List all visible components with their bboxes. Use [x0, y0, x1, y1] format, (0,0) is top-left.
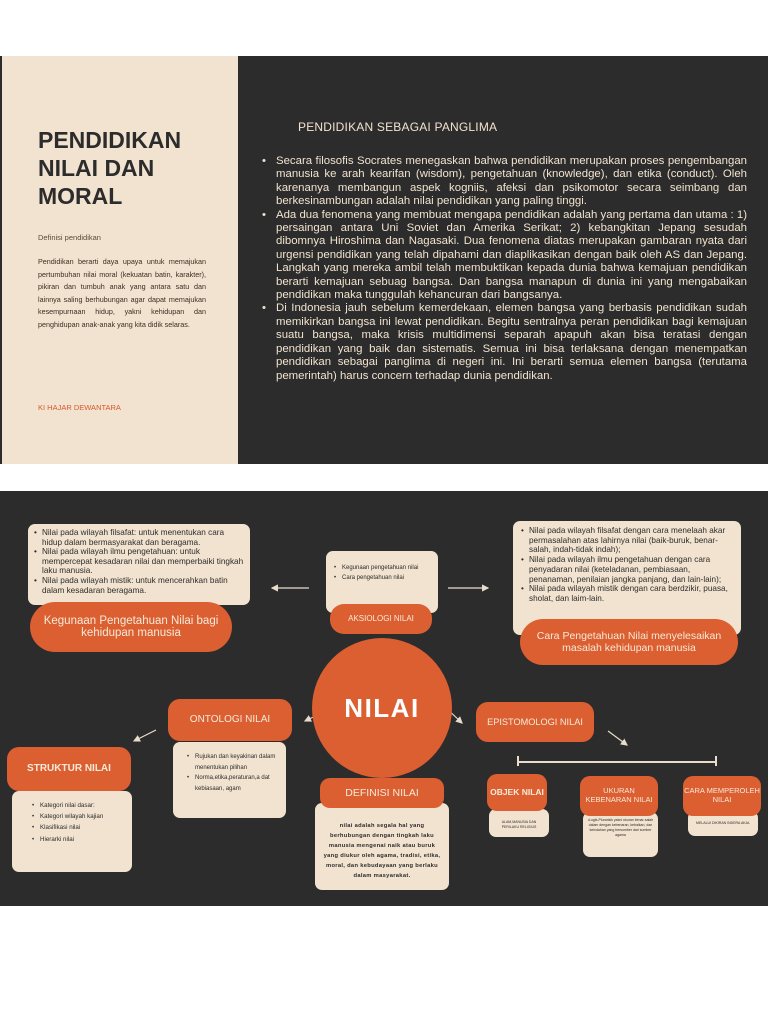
- list-item: • Rujukan dan keyakinan dalam menentukan pilihan: [187, 752, 278, 773]
- struktur-label: STRUKTUR NILAI: [7, 747, 131, 791]
- left-panel: [2, 56, 238, 464]
- section-heading: PENDIDIKAN SEBAGAI PANGLIMA: [298, 120, 498, 134]
- cara-label: Cara Pengetahuan Nilai menyelesaikan masalah kehidupan manusia: [520, 619, 738, 665]
- branch-line: [517, 761, 717, 763]
- memperoleh-box: MELALUI DIKIRAN INDERA AKAL: [688, 811, 758, 836]
- slide-pendidikan-nilai-moral: [0, 56, 768, 464]
- kegunaan-label: Kegunaan Pengetahuan Nilai bagi kehidupan manusia: [30, 602, 232, 652]
- list-item: • Kegunaan pengetahuan nilai: [334, 563, 430, 573]
- list-item: • Norma,etika,peraturan,a dat kebiasaan, agam: [187, 773, 278, 794]
- list-item: • Cara pengetahuan nilai: [334, 573, 430, 583]
- slide-mind-map-nilai: [0, 491, 768, 906]
- list-item: • Klasifikasi nilai: [32, 822, 124, 833]
- author-name: KI HAJAR DEWANTARA: [38, 403, 121, 412]
- list-item: • Hierarki nilai: [32, 834, 124, 845]
- cara-box: [513, 521, 741, 635]
- ontologi-box: [173, 742, 286, 818]
- list-item: • Nilai pada wilayah filsafat dengan cara menelaah akar permasalahan atas lahirnya nilai (baik-buruk, benar-salah, indah-tidak indah);: [521, 526, 733, 555]
- kegunaan-box: [28, 524, 250, 605]
- definition-subtitle: Definisi pendidikan: [38, 233, 101, 242]
- bullet-list: [262, 155, 747, 383]
- list-item: • Kategori wilayah kajian: [32, 811, 124, 822]
- definition-body: Pendidikan berarti daya upaya untuk memajukan pertumbuhan nilai moral (kekuatan batin, karakter), pikiran dan tumbuh anak yang antara satu dan lainnya saling berhubungan agar dapat memajukan kesempurnaan hidup, yakni kehidupan dan penghidupan anak-anak yang kita didik selaras.: [38, 257, 206, 329]
- bullet-item: • Ada dua fenomena yang membuat mengapa pendidikan adalah yang pertama dan utama : 1) persaingan antara Uni Soviet dan Amerika Serikat; 2) kebangkitan Jepang sesudah dibomnya Hiroshima dan Nagasaki. Dua fenomena diatas merupakan gambaran nyata dari urgensi pendidikan yang telah dipahami dan diaplikasikan dengan baik oleh AS dan Jepang. Langkah yang mereka ambil telah membuktikan kepada dunia bahwa kemajuan pendidikan berarti kemajuan sebuag bangsa. Dan bangsa manapun di dunia ini yang mengabaikan pendidikan maka tunggulah kehancuran dari bangsanya.: [262, 209, 747, 303]
- definisi-label: DEFINISI NILAI: [320, 778, 444, 808]
- arrow-to-struktur: [134, 730, 156, 741]
- list-item: • Nilai pada wilayah ilmu pengetahuan: untuk mempercepat kesadaran nilai dan memperbaiki tingkah laku manusia.: [34, 547, 244, 576]
- memperoleh-label: CARA MEMPEROLEH NILAI: [683, 776, 761, 816]
- branch-tick: [517, 756, 519, 766]
- epistomologi-label: EPISTOMOLOGI NILAI: [476, 702, 594, 742]
- center-nilai: NILAI: [312, 638, 452, 778]
- title-line-3: MORAL: [38, 183, 123, 209]
- ukuran-label: UKURAN KEBENARAN NILAI: [580, 776, 658, 816]
- bullet-item: • Secara filosofis Socrates menegaskan bahwa pendidikan merupakan proses pengembangan manusia ke arah kearifan (wisdom), pengetahuan (knowledge), dan etika (conduct). Oleh karenanya membangun aspek kogniis, afeksi dan psikomotor secara seimbang dan berkesinambungan adalah nilai pendidikan yang paling tinggi.: [262, 155, 747, 209]
- list-item: • Nilai pada wilayah filsafat: untuk menentukan cara hidup dalam bermasyarakat dan beragama.: [34, 528, 244, 547]
- branch-tick: [715, 756, 717, 766]
- aksiologi-label: AKSIOLOGI NILAI: [330, 604, 432, 634]
- list-item: • Nilai pada wilayah ilmu pengetahuan dengan cara penyadaran nilai (keteladanan, pembiasaan, penanaman, penilaian jangka panjang, dan lain-lain);: [521, 555, 733, 584]
- ukuran-box: •Logik-Plurarisik yakni ukuran benar-salah dalam dengan kebenaran, kebaikan, dan keindahan yang bersumber dari sumber agama: [583, 812, 658, 857]
- ontologi-label: ONTOLOGI NILAI: [168, 699, 292, 741]
- objek-label: OBJEK NILAI: [487, 774, 547, 811]
- title-line-2: NILAI DAN: [38, 155, 155, 181]
- objek-box: ALAM,MANUSIA DAN PERILAKU RELIGIUS: [489, 809, 549, 837]
- definisi-box: nilai adalah segala hal yang berhubungan dengan tingkah laku manusia mengenai naik atau buruk yang diukur oleh agama, tradisi, etika, moral, dan kebudayaan yang berlaku dalam masyarakat.: [315, 803, 449, 890]
- struktur-box: [12, 791, 132, 872]
- title-line-1: PENDIDIKAN: [38, 127, 182, 153]
- list-item: • Nilai pada wilayah mistik dengan cara berdzikir, puasa, sholat, dan laim-lain.: [521, 584, 733, 603]
- list-item: • Kategori nilai dasar:: [32, 800, 124, 811]
- slide-title: [38, 126, 228, 210]
- bullet-item: • Di Indonesia jauh sebelum kemerdekaan, elemen bangsa yang berbasis pendidikan sudah memikirkan bangsa ini lewat pendidikan. Begitu sentralnya peran pendidikan bagi kemajuan suatu bangsa, maka krisis multidimensi separah apapuh akan bisa teratasi dengan pendidikan yang baik dan sistematis. Semua ini bisa terlaksana dengan menempatkan pendidikan sebagai panglima di negeri ini. Ini berarti semua elemen bangsa (terutama pemerintah) harus concern terhadap dunia pendidikan.: [262, 302, 747, 382]
- list-item: • Nilai pada wilayah mistik: untuk mencerahkan batin dalam kesadaran beragama.: [34, 576, 244, 595]
- arrow-to-branches: [608, 731, 627, 745]
